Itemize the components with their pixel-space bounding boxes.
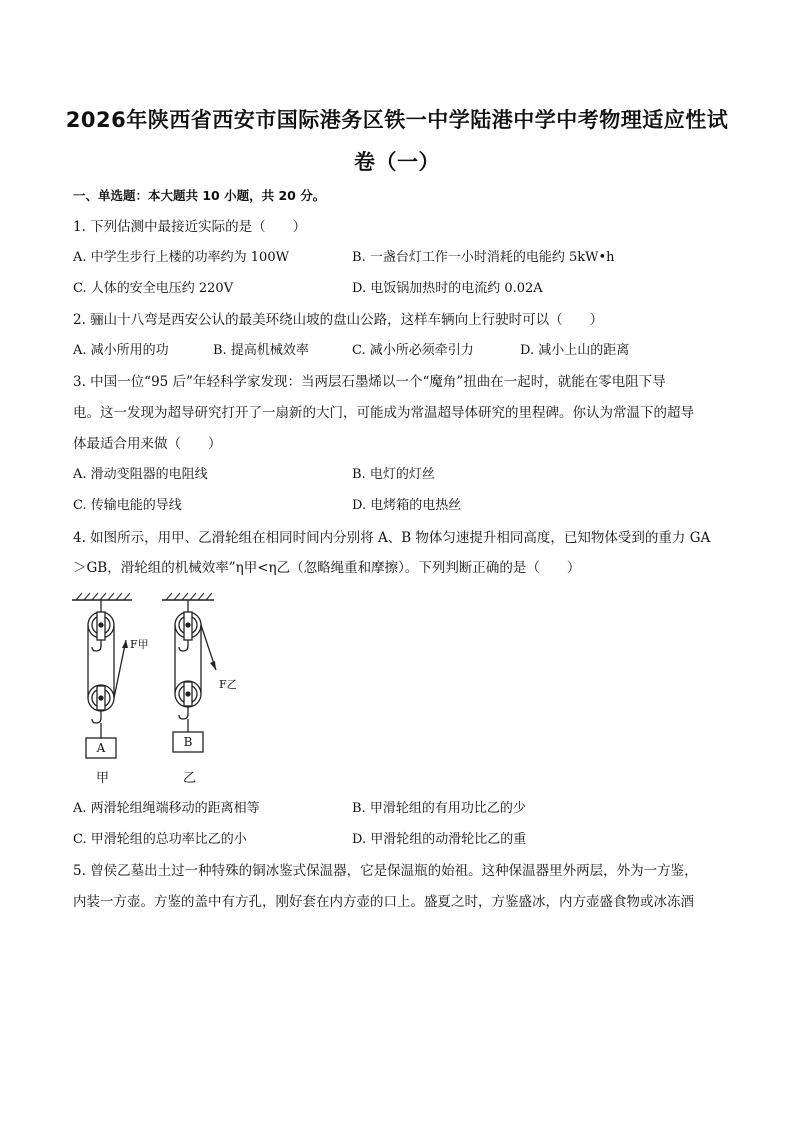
q4-option-b: B. 甲滑轮组的有用功比乙的少 xyxy=(352,801,526,816)
q1-option-b: B. 一盏台灯工作一小时消耗的电能约 5kW•h xyxy=(352,250,615,265)
q3-stem-line1: 3. 中国一位“95 后”年轻科学家发现：当两层石墨烯以一个“魔角”扭曲在一起时，就能在零电阻下导 xyxy=(73,374,666,390)
force-yi-label: F乙 xyxy=(219,678,236,691)
q2-option-d: D. 减小上山的距离 xyxy=(520,343,630,358)
pulley-diagram xyxy=(66,590,236,790)
q4-stem-line1: 4. 如图所示，用甲、乙滑轮组在相同时间内分别将 A、B 物体匀速提升相同高度，已知物体受到的重力 GA xyxy=(73,530,711,546)
force-jia-label: F甲 xyxy=(130,638,149,651)
block-a-label: A xyxy=(96,741,106,755)
q2-option-b: B. 提高机械效率 xyxy=(213,343,309,358)
q1-option-d: D. 电饭锅加热时的电流约 0.02A xyxy=(352,281,543,296)
caption-jia: 甲 xyxy=(96,771,110,786)
q1-option-a: A. 中学生步行上楼的功率约为 100W xyxy=(73,250,289,265)
q2-option-a: A. 减小所用的功 xyxy=(73,343,169,358)
q4-option-a: A. 两滑轮组绳端移动的距离相等 xyxy=(73,801,260,816)
q3-stem-line2: 电。这一发现为超导研究打开了一扇新的大门，可能成为常温超导体研究的里程碑。你认为常温下的超导 xyxy=(73,405,694,421)
q1-option-c: C. 人体的安全电压约 220V xyxy=(73,281,234,296)
q5-stem-line2: 内装一方壶。方鉴的盖中有方孔，刚好套在内方壶的口上。盛夏之时，方鉴盛冰，内方壶盛食物或冰冻酒 xyxy=(73,894,694,910)
pulley-system-jia xyxy=(86,600,128,758)
caption-yi: 乙 xyxy=(183,771,197,786)
block-b-label: B xyxy=(183,735,193,749)
exam-title-line1: 2026年陕西省西安市国际港务区铁一中学陆港中学中考物理适应性试 xyxy=(65,108,729,132)
ceiling-jia xyxy=(72,593,132,600)
section-heading: 一、单选题：本大题共 10 小题，共 20 分。 xyxy=(73,188,326,203)
q1-stem: 1. 下列估测中最接近实际的是（ ） xyxy=(73,219,307,235)
q3-option-b: B. 电灯的灯丝 xyxy=(352,467,435,482)
q3-stem-line3: 体最适合用来做（ ） xyxy=(73,436,222,452)
q4-option-c: C. 甲滑轮组的总功率比乙的小 xyxy=(73,832,247,847)
q2-stem: 2. 骊山十八弯是西安公认的最美环绕山坡的盘山公路，这样车辆向上行驶时可以（ ） xyxy=(73,312,604,328)
q4-option-d: D. 甲滑轮组的动滑轮比乙的重 xyxy=(352,832,527,847)
q3-option-c: C. 传输电能的导线 xyxy=(73,498,182,513)
ceiling-yi xyxy=(162,593,214,600)
q3-option-a: A. 滑动变阻器的电阻线 xyxy=(73,467,208,482)
q2-option-c: C. 减小所必须牵引力 xyxy=(352,343,474,358)
q5-stem-line1: 5. 曾侯乙墓出土过一种特殊的铜冰鉴式保温器，它是保温瓶的始祖。这种保温器里外两层，外为一方鉴， xyxy=(73,863,698,879)
exam-title-line2: 卷（一） xyxy=(354,150,440,174)
pulley-figure xyxy=(66,590,236,790)
q3-option-d: D. 电烤箱的电热丝 xyxy=(352,498,462,513)
pulley-system-yi xyxy=(173,600,216,752)
q4-stem-line2: ＞GB，滑轮组的机械效率”η甲<η乙（忽略绳重和摩擦）。下列判断正确的是（ ） xyxy=(73,560,581,576)
